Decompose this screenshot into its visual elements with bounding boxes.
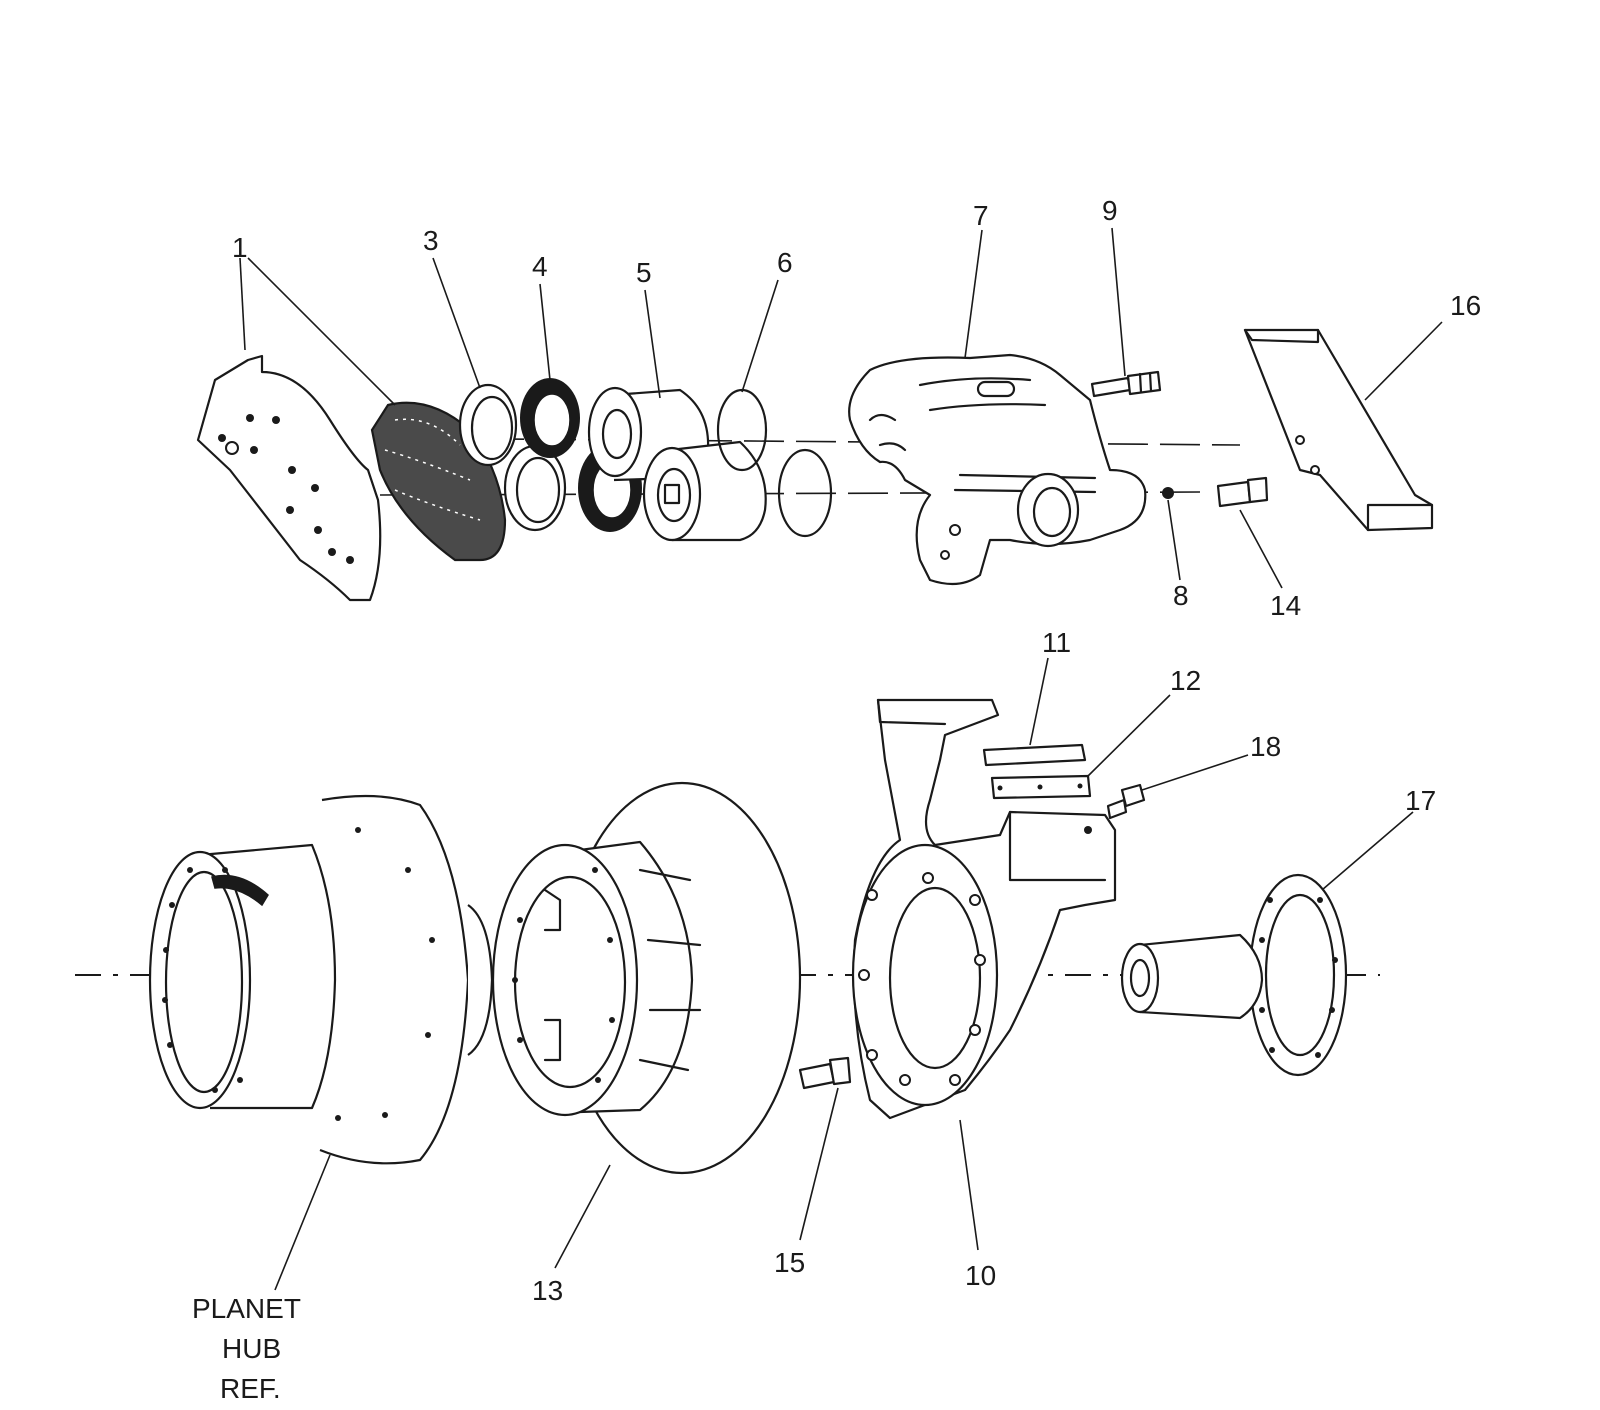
leader-planet	[275, 1155, 330, 1290]
planet-hub-ref-line3: REF.	[220, 1373, 281, 1404]
bleeder-fitting	[1218, 478, 1267, 506]
leader-4	[540, 284, 550, 380]
leader-14	[1240, 510, 1282, 588]
callout-6: 6	[777, 247, 793, 278]
leader-13	[555, 1165, 610, 1268]
hex-bolt-small	[1108, 785, 1144, 818]
caliper-assembly	[198, 330, 1432, 600]
callout-14: 14	[1270, 590, 1302, 621]
leader-10	[960, 1120, 978, 1250]
axle-spindle	[1122, 875, 1346, 1075]
callout-10: 10	[965, 1260, 997, 1291]
leader-3	[433, 258, 480, 388]
support-plate	[992, 776, 1090, 798]
callout-3: 3	[423, 225, 439, 256]
leader-18	[1142, 755, 1248, 790]
leader-16	[1365, 322, 1442, 400]
leader-12	[1088, 695, 1170, 776]
leader-9	[1112, 228, 1125, 376]
leader-15	[800, 1088, 838, 1240]
leader-1a	[240, 258, 245, 350]
planet-hub	[150, 796, 492, 1163]
leader-7	[965, 230, 982, 358]
callout-9: 9	[1102, 195, 1118, 226]
callout-1: 1	[232, 232, 248, 263]
hub-assembly	[75, 700, 1380, 1173]
callout-13: 13	[532, 1275, 564, 1306]
callout-15: 15	[774, 1247, 806, 1278]
callout-11: 11	[1042, 627, 1072, 658]
callout-17: 17	[1405, 785, 1437, 816]
caliper-mounting-bracket	[853, 700, 1115, 1118]
callout-18: 18	[1250, 731, 1282, 762]
leader-11	[1030, 658, 1048, 745]
check-ball	[1162, 487, 1174, 499]
leader-8	[1168, 500, 1180, 580]
callout-4: 4	[532, 251, 548, 282]
callout-5: 5	[636, 257, 652, 288]
callout-16: 16	[1450, 290, 1482, 321]
callout-12: 12	[1170, 665, 1202, 696]
planet-hub-ref-line1: PLANET	[192, 1293, 301, 1324]
leader-6	[742, 280, 778, 392]
callout-7: 7	[973, 200, 989, 231]
callout-8: 8	[1173, 580, 1189, 611]
retainer-bar	[984, 745, 1085, 765]
bleeder-screw	[1092, 372, 1160, 396]
mounting-bolt	[800, 1058, 850, 1088]
leader-5	[645, 290, 660, 398]
brake-pad-backing-plate	[198, 356, 380, 600]
brake-rotor	[493, 783, 800, 1173]
planet-hub-ref-line2: HUB	[222, 1333, 282, 1364]
leader-17	[1322, 812, 1413, 890]
